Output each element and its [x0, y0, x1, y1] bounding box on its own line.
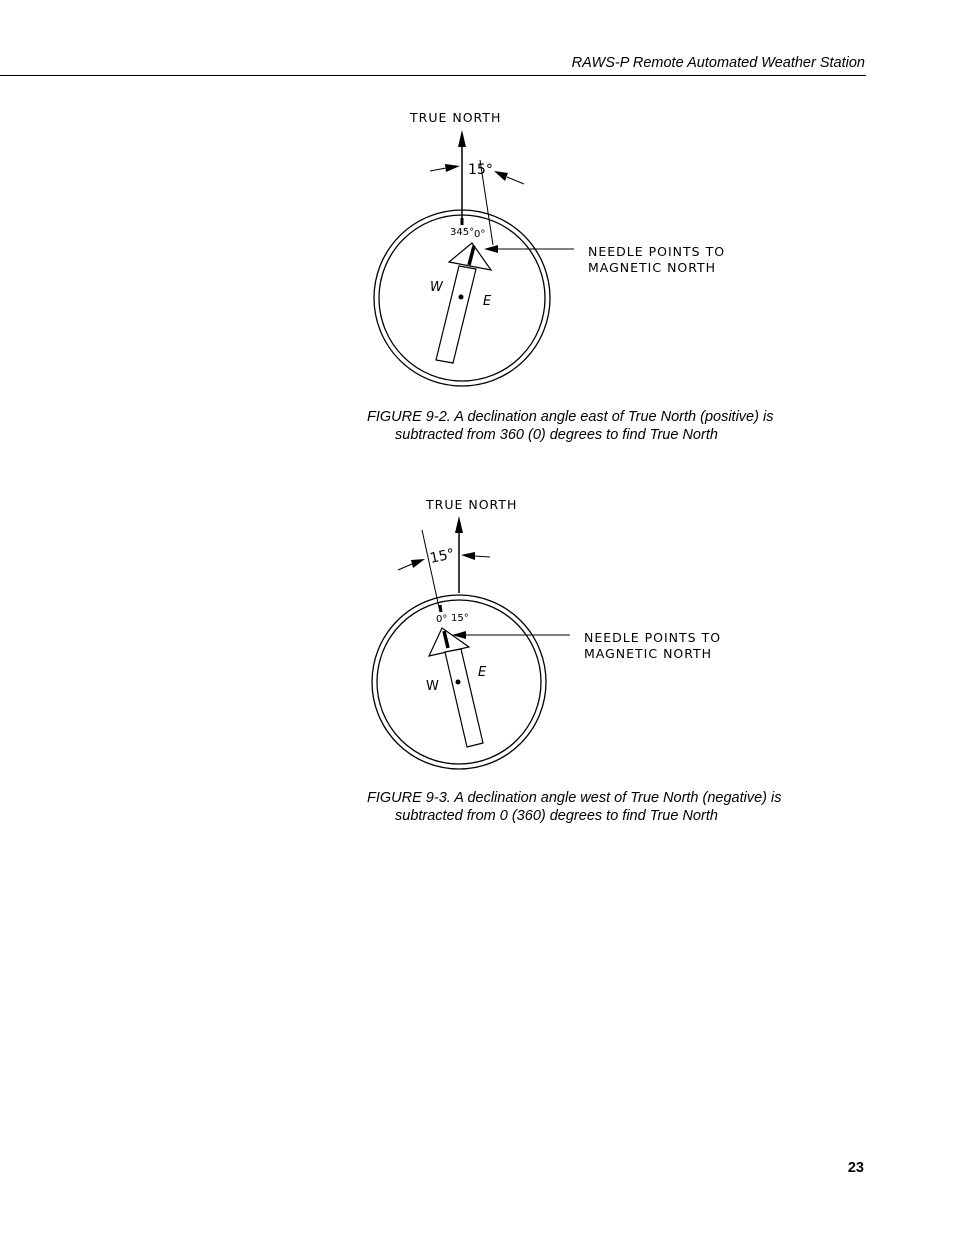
header-rule [0, 75, 866, 76]
dial-tick-0 [440, 605, 441, 612]
dimension-arrowhead-right [494, 171, 508, 181]
dimension-arrow-left [398, 564, 412, 570]
compass-center-dot [456, 680, 461, 685]
running-header-title: RAWS-P Remote Automated Weather Station [571, 55, 865, 71]
dimension-arrow-left [430, 168, 446, 171]
caption-line-2: subtracted from 0 (360) degrees to find True North [395, 808, 718, 824]
figure-9-3-caption [367, 789, 865, 825]
caption-line-1: FIGURE 9-3. A declination angle west of True North (negative) is [367, 790, 782, 806]
figure-9-2-diagram [0, 100, 954, 400]
needle-shaft [445, 649, 483, 747]
west-label: W [430, 280, 443, 295]
dimension-arrow-right [507, 177, 524, 184]
true-north-label: TRUE NORTH [410, 110, 502, 125]
east-label: E [483, 294, 492, 309]
dimension-arrowhead-left [445, 164, 460, 172]
figure-9-3-diagram [0, 490, 954, 780]
needle-label-line1: NEEDLE POINTS TO [588, 244, 726, 259]
needle-label-line2: MAGNETIC NORTH [584, 646, 713, 661]
true-north-arrowhead [458, 130, 466, 147]
true-north-label: TRUE NORTH [426, 497, 518, 512]
caption-line-2: subtracted from 360 (0) degrees to find True North [395, 427, 718, 443]
dial-label-15: 15° [451, 613, 469, 624]
needle-label-line1: NEEDLE POINTS TO [584, 630, 722, 645]
west-label: W [426, 679, 439, 694]
dimension-arrow-right [474, 556, 490, 557]
dimension-arrowhead-left [411, 559, 425, 568]
compass-center-dot [459, 295, 464, 300]
caption-line-1: FIGURE 9-2. A declination angle east of True North (positive) is [367, 409, 774, 425]
declination-angle-label: 15° [428, 546, 457, 567]
dial-label-345: 345° [450, 227, 475, 238]
page-number: 23 [847, 1160, 864, 1176]
declination-angle-label: 15° [468, 162, 493, 178]
true-north-arrowhead [455, 516, 463, 533]
needle-leader-arrowhead [484, 245, 498, 253]
needle-label-line2: MAGNETIC NORTH [588, 260, 717, 275]
dial-label-0: 0° [474, 229, 486, 240]
east-label: E [478, 665, 487, 680]
dimension-arrowhead-right [461, 552, 475, 560]
figure-9-2-caption [367, 408, 865, 444]
dial-label-0: 0° [436, 614, 448, 625]
